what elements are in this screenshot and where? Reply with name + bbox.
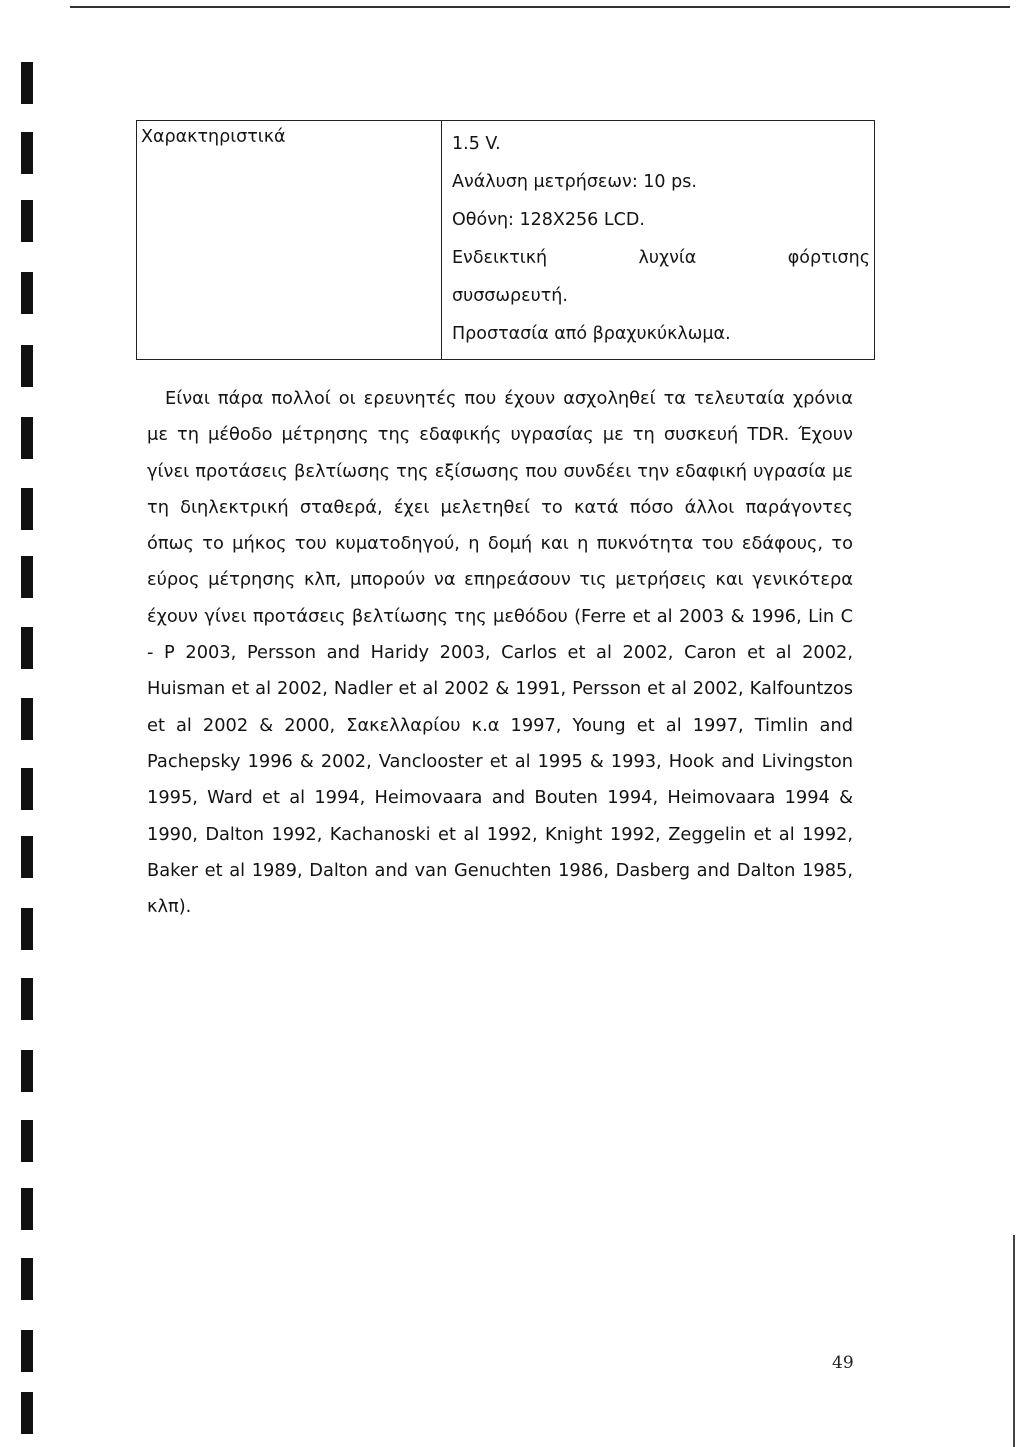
spec-screen: Οθόνη: 128X256 LCD. xyxy=(452,210,645,230)
binding-mark xyxy=(21,272,33,314)
binding-mark xyxy=(21,1330,33,1372)
page-number: 49 xyxy=(832,1353,854,1373)
binding-mark xyxy=(21,200,33,242)
binding-mark xyxy=(21,1120,33,1162)
binding-mark xyxy=(21,1188,33,1230)
spec-values-cell xyxy=(442,121,875,360)
body-paragraph: Είναι πάρα πολλοί οι ερευνητές που έχουν ασχοληθεί τα τελευταία χρόνια με τη μέθοδο μέτρησης της εδαφικής υγρασίας με τη συσκευή TDR. Έχουν γίνει προτάσεις βελτίωσης της εξίσωσης που συνδέει την εδαφική υγρασία με τη διηλεκτρική σταθερά, έχει μελετηθεί το κατά πόσο άλλοι παράγοντες όπως το μήκος του κυματοδηγού, η δομή και η πυκνότητα του εδάφους, το εύρος μέτρησης κλπ, μπορούν να επηρεάσουν τις μετρήσεις και γενικότερα έχουν γίνει προτάσεις βελτίωσης της μεθόδου (Ferre et al 2003 & 1996, Lin C - P 2003, Persson and Haridy 2003, Carlos et al 2002, Caron et al 2002, Huisman et al 2002, Nadler et al 2002 & 1991, Persson et al 2002, Kalfountzos et al 2002 & 2000, Σακελλαρίου κ.α 1997, Young et al 1997, Timlin and Pachepsky 1996 & 2002, Vanclooster et al 1995 & 1993, Hook and Livingston 1995, Ward et al 1994, Heimovaara and Bouten 1994, Heimovaara 1994 & 1990, Dalton 1992, Kachanoski et al 1992, Knight 1992, Zeggelin et al 1992, Baker et al 1989, Dalton and van Genuchten 1986, Dasberg and Dalton 1985, κλπ). xyxy=(147,388,853,918)
spec-indicator-word: Ενδεικτική xyxy=(452,248,548,268)
spec-indicator-line xyxy=(452,239,870,277)
binding-mark xyxy=(21,627,33,669)
binding-mark xyxy=(21,62,33,104)
binding-mark xyxy=(21,768,33,810)
spec-voltage: 1.5 V. xyxy=(452,134,501,154)
binding-mark xyxy=(21,978,33,1020)
spec-label-cell xyxy=(137,121,442,360)
binding-mark xyxy=(21,908,33,950)
spec-indicator-word: λυχνία xyxy=(638,248,697,268)
binding-mark xyxy=(21,345,33,387)
binding-mark xyxy=(21,1050,33,1092)
spec-label: Χαρακτηριστικά xyxy=(141,127,286,147)
binding-mark xyxy=(21,556,33,598)
top-border-line xyxy=(70,6,1010,8)
spec-table-row xyxy=(137,121,875,360)
binding-mark xyxy=(21,132,33,174)
spec-table xyxy=(136,120,875,360)
binding-mark xyxy=(21,488,33,530)
binding-mark xyxy=(21,698,33,740)
binding-mark xyxy=(21,1258,33,1300)
right-border-line xyxy=(1013,1235,1015,1447)
spec-protection: Προστασία από βραχυκύκλωμα. xyxy=(452,324,731,344)
spec-indicator-word: φόρτισης xyxy=(787,248,870,268)
binding-mark xyxy=(21,1392,33,1434)
spec-battery: συσσωρευτή. xyxy=(452,286,568,306)
spec-resolution: Ανάλυση μετρήσεων: 10 ps. xyxy=(452,172,697,192)
binding-mark xyxy=(21,417,33,459)
binding-mark xyxy=(21,836,33,878)
